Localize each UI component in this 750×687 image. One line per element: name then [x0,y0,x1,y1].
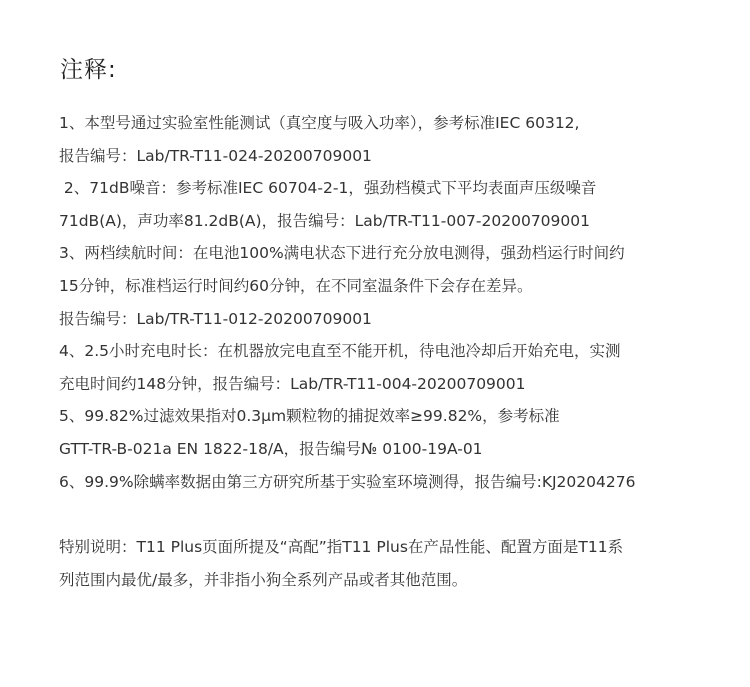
note-line: 4、2.5小时充电时长：在机器放完电直至不能开机，待电池冷却后开始充电，实测 [59,342,621,361]
note-line: 2、71dB噪音：参考标准IEC 60704-2-1，强劲档模式下平均表面声压级噪音 [59,179,597,198]
notes-heading: 注释: [60,57,117,83]
note-line: 3、两档续航时间：在电池100%满电状态下进行充分放电测得，强劲档运行时间约 [59,244,625,263]
note-line: 充电时间约148分钟，报告编号：Lab/TR-T11-004-20200709001 [59,374,526,393]
notes-list [59,107,709,498]
note-line: 71dB(A)，声功率81.2dB(A)，报告编号：Lab/TR-T11-007-20200709001 [59,211,590,230]
note-line: 6、99.9%除螨率数据由第三方研究所基于实验室环境测得，报告编号:KJ20204276 [59,472,636,491]
special-line: 特别说明：T11 Plus页面所提及“高配”指T11 Plus在产品性能、配置方面是T11系 [59,538,624,556]
note-line: GTT-TR-B-021a EN 1822-18/A，报告编号№ 0100-19A-01 [59,439,483,458]
note-line: 5、99.82%过滤效果指对0.3μm颗粒物的捕捉效率≥99.82%，参考标准 [59,407,560,426]
note-line: 1、本型号通过实验室性能测试（真空度与吸入功率），参考标准IEC 60312, [59,114,580,132]
note-line: 报告编号：Lab/TR-T11-024-20200709001 [59,146,372,165]
special-line: 列范围内最优/最多，并非指小狗全系列产品或者其他范围。 [59,570,468,589]
note-line: 15分钟，标准档运行时间约60分钟，在不同室温条件下会存在差异。 [59,276,533,295]
special-statement [59,531,709,596]
note-line: 报告编号：Lab/TR-T11-012-20200709001 [59,309,372,328]
